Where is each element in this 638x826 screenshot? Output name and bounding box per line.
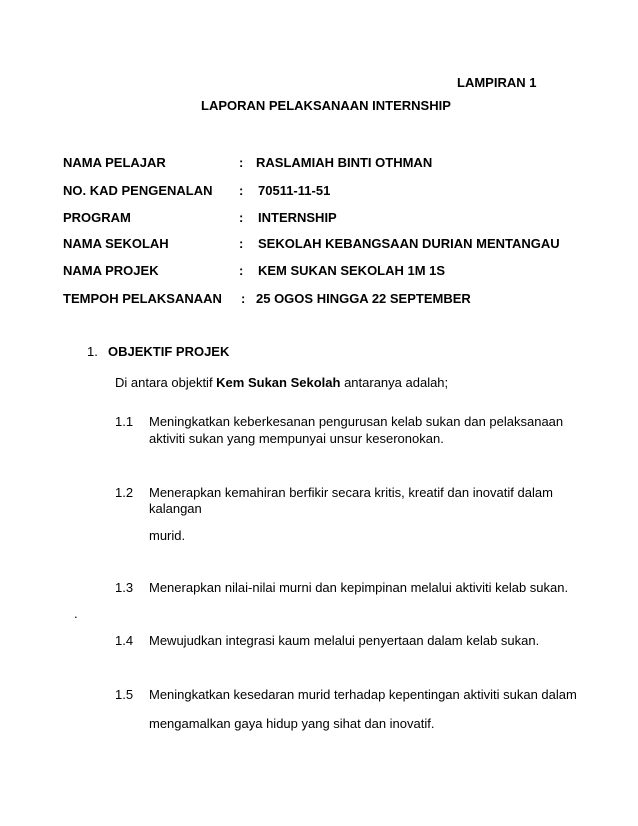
item-number: 1.4 (115, 633, 134, 648)
info-label: NAMA PROJEK (63, 263, 159, 278)
document-title: LAPORAN PELAKSANAAN INTERNSHIP (201, 98, 451, 113)
intro-prefix: Di antara objektif (115, 375, 217, 390)
item-line: Menerapkan kemahiran berfikir secara kritis, kreatif dan inovatif dalam (149, 485, 553, 500)
info-separator: : (241, 291, 246, 306)
item-number: 1.2 (115, 485, 134, 500)
info-label: NO. KAD PENGENALAN (63, 183, 213, 198)
section-heading: OBJEKTIF PROJEK (108, 344, 230, 359)
intro-bold: Kem Sukan Sekolah (216, 375, 341, 390)
stray-mark: . (74, 606, 78, 621)
info-separator: : (239, 263, 244, 278)
info-label: PROGRAM (63, 210, 131, 225)
item-line: Meningkatkan keberkesanan pengurusan kelab sukan dan pelaksanaan (149, 414, 564, 429)
intro-suffix: antaranya adalah; (340, 375, 449, 390)
item-number: 1.5 (115, 687, 134, 702)
info-value: INTERNSHIP (258, 210, 337, 225)
info-label: TEMPOH PELAKSANAAN (63, 291, 222, 306)
item-number: 1.1 (115, 414, 134, 429)
info-separator: : (239, 183, 244, 198)
info-value: RASLAMIAH BINTI OTHMAN (256, 155, 433, 170)
item-line: Mewujudkan integrasi kaum melalui penyertaan dalam kelab sukan. (149, 633, 540, 648)
item-line: mengamalkan gaya hidup yang sihat dan inovatif. (149, 716, 435, 731)
item-line: kalangan (149, 501, 202, 516)
section-number: 1. (87, 344, 98, 359)
info-separator: : (239, 236, 244, 251)
item-line: aktiviti sukan yang mempunyai unsur keseronokan. (149, 431, 444, 446)
item-line: Meningkatkan kesedaran murid terhadap kepentingan aktiviti sukan dalam (149, 687, 577, 702)
appendix-label: LAMPIRAN 1 (457, 75, 537, 90)
item-line: Menerapkan nilai-nilai murni dan kepimpinan melalui aktiviti kelab sukan. (149, 580, 569, 595)
item-line: murid. (149, 528, 186, 543)
info-separator: : (239, 210, 244, 225)
section-intro (115, 375, 448, 390)
info-value: 70511-11-51 (258, 183, 331, 198)
info-label: NAMA SEKOLAH (63, 236, 169, 251)
info-separator: : (239, 155, 244, 170)
info-value: KEM SUKAN SEKOLAH 1M 1S (258, 263, 446, 278)
info-label: NAMA PELAJAR (63, 155, 166, 170)
info-value: 25 OGOS HINGGA 22 SEPTEMBER (256, 291, 471, 306)
info-value: SEKOLAH KEBANGSAAN DURIAN MENTANGAU (258, 236, 560, 251)
item-number: 1.3 (115, 580, 134, 595)
